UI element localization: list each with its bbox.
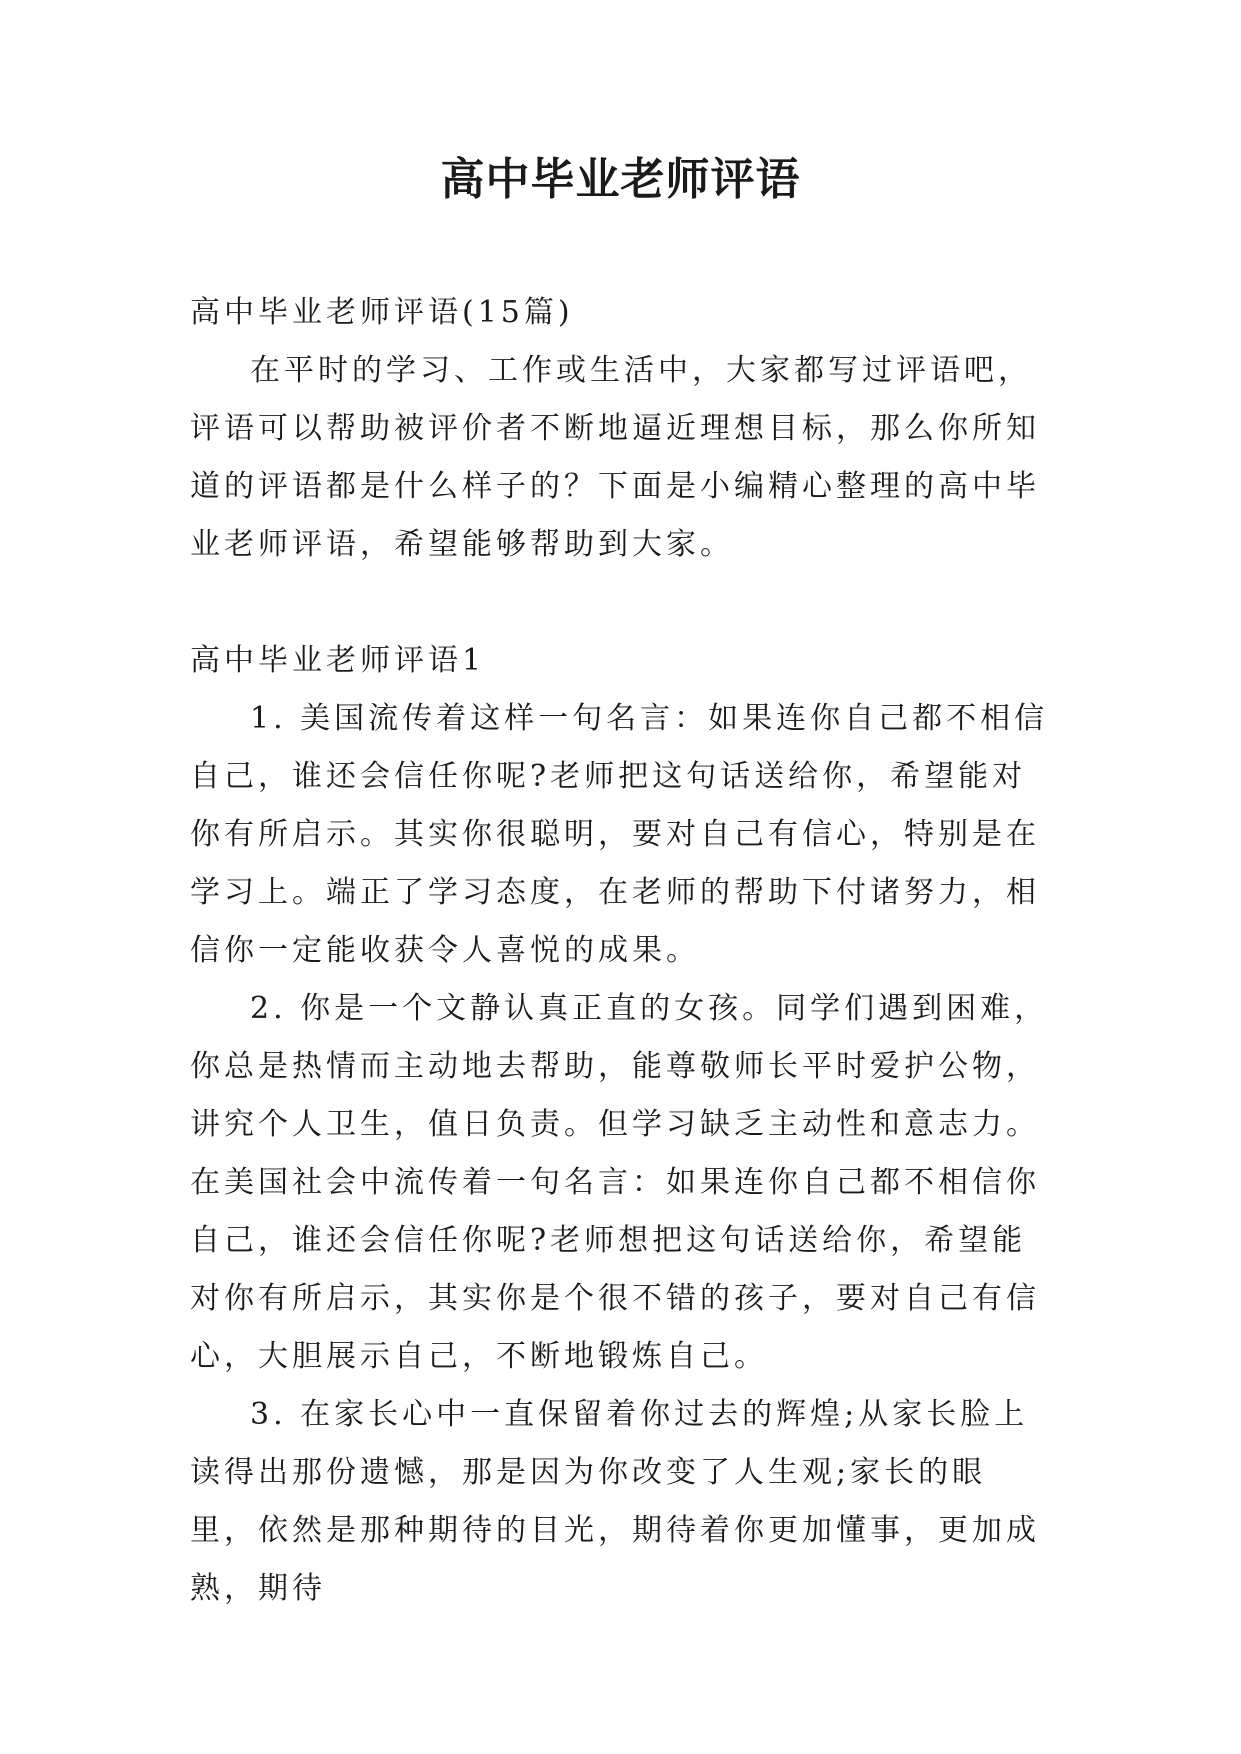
- document-title: 高中毕业老师评语: [440, 154, 801, 205]
- document-subtitle: 高中毕业老师评语(15篇): [190, 295, 574, 330]
- intro-paragraph: 在平时的学习、工作或生活中，大家都写过评语吧，评语可以帮助被评价者不断地逼近理想目标，那么你所知道的评语都是什么样子的？下面是小编精心整理的高中毕业老师评语，希望能够帮助到大家。: [190, 353, 1040, 562]
- spacer: [190, 574, 1052, 632]
- section-heading: 高中毕业老师评语1: [190, 643, 486, 678]
- comment-paragraph-1: 1. 美国流传着这样一句名言：如果连你自己都不相信自己，谁还会信任你呢?老师把这句话送给你，希望能对你有所启示。其实你很聪明，要对自己有信心，特别是在学习上。端正了学习态度，在老师的帮助下付诸努力，相信你一定能收获令人喜悦的成果。: [190, 701, 1049, 968]
- document-body: [190, 284, 1052, 1618]
- comment-paragraph-3: 3. 在家长心中一直保留着你过去的辉煌;从家长脸上读得出那份遗憾，那是因为你改变了人生观;家长的眼里，依然是那种期待的目光，期待着你更加懂事，更加成熟，期待: [190, 1397, 1040, 1606]
- comment-paragraph-2: 2. 你是一个文静认真正直的女孩。同学们遇到困难，你总是热情而主动地去帮助，能尊敬师长平时爱护公物，讲究个人卫生，值日负责。但学习缺乏主动性和意志力。在美国社会中流传着一句名言：如果连你自己都不相信你自己，谁还会信任你呢?老师想把这句话送给你，希望能对你有所启示，其实你是个很不错的孩子，要对自己有信心，大胆展示自己，不断地锻炼自己。: [190, 991, 1049, 1374]
